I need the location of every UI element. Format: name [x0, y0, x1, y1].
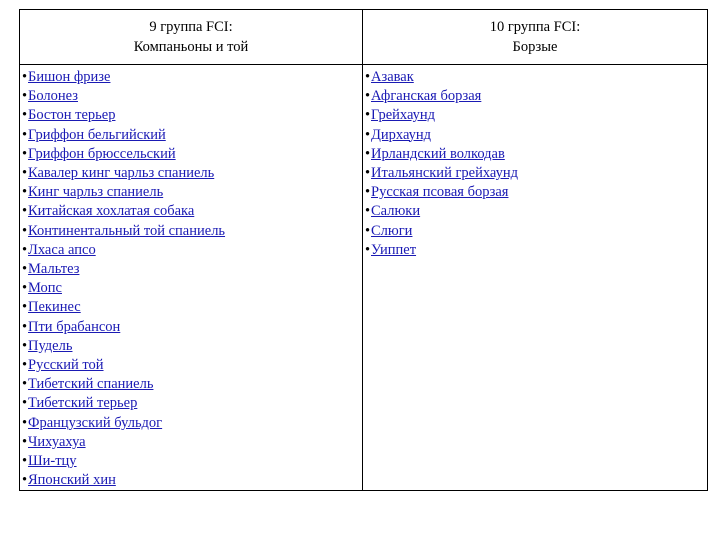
bullet-icon: • — [22, 414, 28, 431]
breed-list-item — [22, 375, 362, 394]
bullet-icon: • — [365, 107, 371, 124]
breed-link[interactable]: Мопс — [28, 280, 62, 297]
breed-list-item — [22, 414, 362, 433]
group9-cell — [20, 65, 363, 491]
breed-link[interactable]: Континентальный той спаниель — [28, 222, 226, 239]
breed-link[interactable]: Уиппет — [371, 241, 417, 258]
bullet-icon: • — [365, 126, 371, 143]
breed-link[interactable]: Пудель — [28, 337, 73, 354]
breed-list-item — [22, 145, 362, 164]
breed-link[interactable]: Русская псовая борзая — [371, 184, 509, 201]
breed-link[interactable]: Кинг чарльз спаниель — [28, 184, 164, 201]
breed-link[interactable]: Китайская хохлатая собака — [28, 203, 195, 220]
breed-list-item — [22, 183, 362, 202]
group9-header — [20, 10, 363, 65]
breed-link[interactable]: Гриффон бельгийский — [28, 126, 166, 143]
breed-list-item — [22, 433, 362, 452]
breed-list-item — [365, 126, 707, 145]
breed-list-item — [22, 87, 362, 106]
group9-title: 9 группа FCI: — [149, 19, 233, 35]
breed-list-item — [365, 222, 707, 241]
group10-title: 10 группа FCI: — [489, 19, 581, 35]
bullet-icon: • — [22, 145, 28, 162]
header-row — [20, 10, 708, 65]
bullet-icon: • — [22, 472, 28, 489]
bullet-icon: • — [365, 222, 371, 239]
bullet-icon: • — [365, 88, 371, 105]
bullet-icon: • — [22, 107, 28, 124]
bullet-icon: • — [365, 184, 371, 201]
breed-link[interactable]: Слюги — [371, 222, 413, 239]
bullet-icon: • — [22, 203, 28, 220]
body-row — [20, 65, 708, 491]
breed-list-item — [22, 68, 362, 87]
bullet-icon: • — [22, 261, 28, 278]
bullet-icon: • — [22, 433, 28, 450]
breed-list-item — [22, 337, 362, 356]
bullet-icon: • — [22, 222, 28, 239]
breed-link[interactable]: Русский той — [28, 357, 104, 374]
breed-list-item — [22, 394, 362, 413]
breed-list-item — [22, 241, 362, 260]
bullet-icon: • — [365, 165, 371, 182]
bullet-icon: • — [22, 318, 28, 335]
bullet-icon: • — [22, 337, 28, 354]
breed-link[interactable]: Французский бульдог — [28, 414, 163, 431]
breed-link[interactable]: Ши-тцу — [28, 453, 77, 470]
bullet-icon: • — [22, 453, 28, 470]
breed-list-item — [22, 222, 362, 241]
breed-link[interactable]: Пекинес — [28, 299, 81, 316]
bullet-icon: • — [22, 395, 28, 412]
breed-link[interactable]: Гриффон брюссельский — [28, 145, 176, 162]
bullet-icon: • — [365, 203, 371, 220]
breed-list-item — [22, 356, 362, 375]
fci-groups-table — [19, 9, 708, 491]
breed-link[interactable]: Мальтез — [28, 261, 80, 278]
bullet-icon: • — [22, 165, 28, 182]
group10-breed-list — [365, 68, 707, 260]
breed-list-item — [365, 164, 707, 183]
breed-link[interactable]: Салюки — [371, 203, 421, 220]
breed-link[interactable]: Болонез — [28, 88, 78, 105]
breed-link[interactable]: Афганская борзая — [371, 88, 482, 105]
bullet-icon: • — [365, 145, 371, 162]
breed-link[interactable]: Грейхаунд — [371, 107, 436, 124]
bullet-icon: • — [365, 241, 371, 258]
breed-link[interactable]: Лхаса апсо — [28, 241, 96, 258]
breed-list-item — [22, 106, 362, 125]
breed-link[interactable]: Тибетский спаниель — [28, 376, 154, 393]
breed-list-item — [365, 145, 707, 164]
group10-subtitle: Борзые — [512, 39, 558, 55]
breed-list-item — [22, 126, 362, 145]
breed-list-item — [365, 241, 707, 260]
breed-list-item — [365, 106, 707, 125]
breed-list-item — [365, 68, 707, 87]
breed-link[interactable]: Тибетский терьер — [28, 395, 138, 412]
breed-list-item — [22, 471, 362, 490]
breed-list-item — [22, 202, 362, 221]
breed-list-item — [22, 318, 362, 337]
breed-link[interactable]: Итальянский грейхаунд — [371, 165, 518, 182]
bullet-icon: • — [22, 241, 28, 258]
bullet-icon: • — [22, 88, 28, 105]
bullet-icon: • — [22, 184, 28, 201]
bullet-icon: • — [365, 69, 371, 85]
bullet-icon: • — [22, 376, 28, 393]
breed-link[interactable]: Ирландский волкодав — [371, 145, 505, 162]
breed-link[interactable]: Чихуахуа — [28, 433, 86, 450]
bullet-icon: • — [22, 280, 28, 297]
breed-list-item — [365, 183, 707, 202]
group9-breed-list — [22, 68, 362, 490]
bullet-icon: • — [22, 299, 28, 316]
breed-link[interactable]: Бостон терьер — [28, 107, 116, 124]
breed-list-item — [365, 202, 707, 221]
breed-link[interactable]: Азавак — [371, 69, 414, 85]
group10-cell — [363, 65, 708, 491]
group10-header — [363, 10, 708, 65]
breed-list-item — [22, 298, 362, 317]
group9-subtitle: Компаньоны и той — [133, 39, 249, 55]
breed-link[interactable]: Пти брабансон — [28, 318, 121, 335]
bullet-icon: • — [22, 357, 28, 374]
breed-link[interactable]: Японский хин — [28, 472, 116, 489]
breed-list-item — [22, 452, 362, 471]
breed-link[interactable]: Кавалер кинг чарльз спаниель — [28, 165, 215, 182]
bullet-icon: • — [22, 126, 28, 143]
breed-link[interactable]: Дирхаунд — [371, 126, 432, 143]
breed-list-item — [22, 164, 362, 183]
breed-list-item — [365, 87, 707, 106]
bullet-icon: • — [22, 69, 28, 85]
breed-link[interactable]: Бишон фризе — [28, 69, 111, 85]
breed-list-item — [22, 279, 362, 298]
breed-list-item — [22, 260, 362, 279]
